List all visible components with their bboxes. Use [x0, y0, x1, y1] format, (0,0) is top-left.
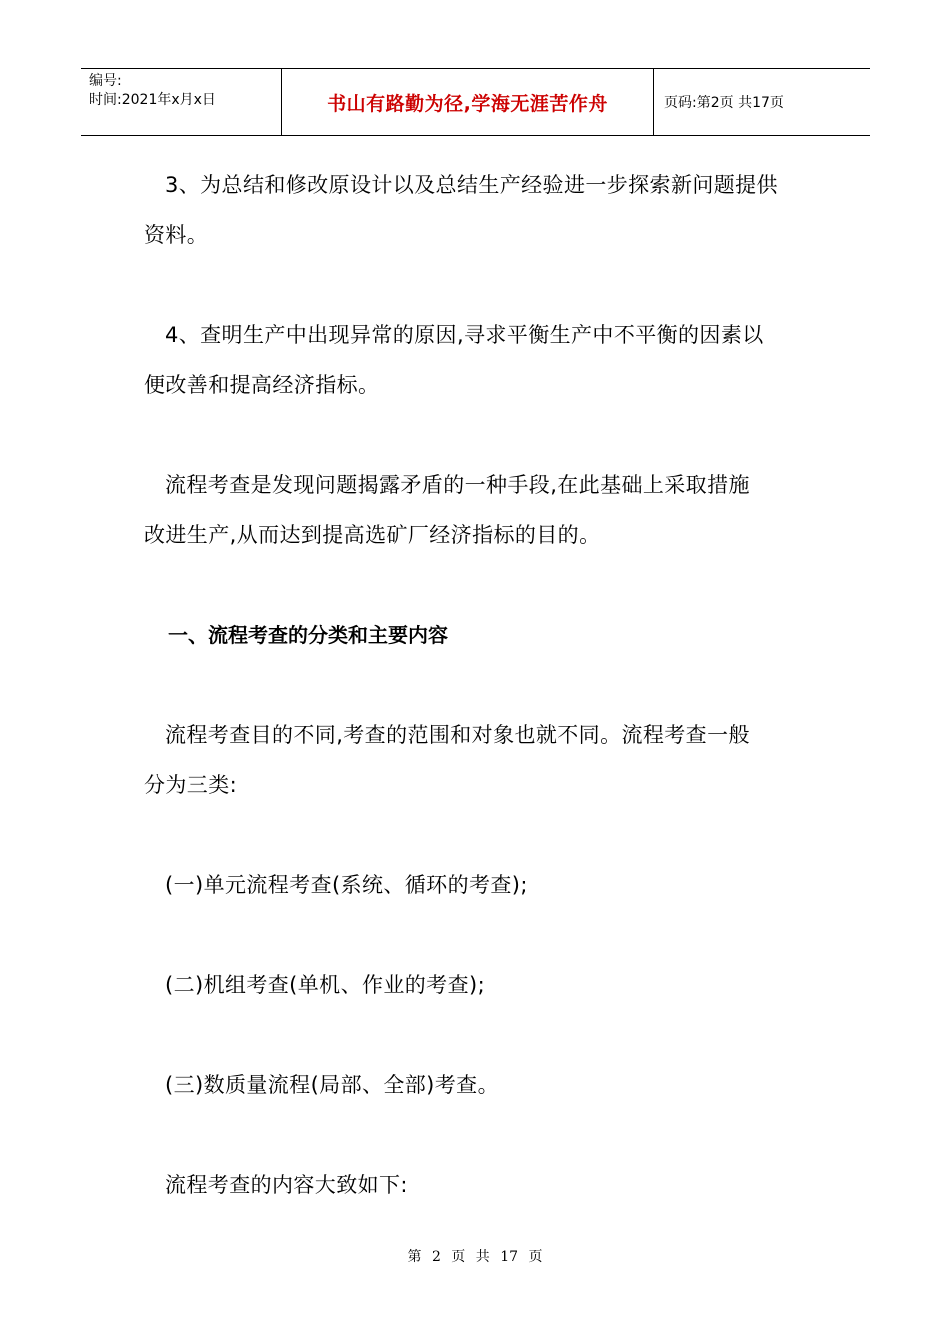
spacer — [144, 560, 808, 610]
paragraph-6-line-2: 分为三类: — [144, 773, 238, 797]
paragraph-6-line-1: 流程考查目的不同,考查的范围和对象也就不同。流程考查一般 — [165, 723, 750, 747]
header-divider-right — [653, 69, 654, 135]
header-time-label: 时间:2021年x月x日 — [89, 92, 216, 108]
paragraph-3-line-2: 资料。 — [144, 223, 209, 247]
list-item-3: (三)数质量流程(局部、全部)考查。 — [165, 1073, 499, 1097]
paragraph-5-line-2: 改进生产,从而达到提高选矿厂经济指标的目的。 — [144, 523, 601, 547]
list-item-1: (一)单元流程考查(系统、循环的考查); — [165, 873, 528, 897]
spacer — [144, 910, 808, 960]
header-motto: 书山有路勤为径,学海无涯苦作舟 — [327, 92, 608, 115]
spacer — [144, 1010, 808, 1060]
header-number-label: 编号: — [89, 73, 122, 89]
document-body — [144, 160, 808, 1210]
header-page-info: 页码:第2页 共17页 — [664, 95, 784, 111]
section-heading-1: 一、流程考查的分类和主要内容 — [168, 623, 448, 647]
spacer — [144, 660, 808, 710]
page-footer: 第 2 页 共 17 页 — [407, 1249, 543, 1265]
spacer — [144, 1110, 808, 1160]
spacer — [144, 410, 808, 460]
spacer — [144, 810, 808, 860]
list-item-2: (二)机组考查(单机、作业的考查); — [165, 973, 486, 997]
page-header — [81, 68, 870, 136]
paragraph-4-line-2: 便改善和提高经济指标。 — [144, 373, 380, 397]
paragraph-3-line-1: 3、为总结和修改原设计以及总结生产经验进一步探索新问题提供 — [165, 173, 778, 197]
paragraph-7: 流程考查的内容大致如下: — [165, 1173, 408, 1197]
spacer — [144, 260, 808, 310]
header-meta — [89, 72, 216, 110]
paragraph-4-line-1: 4、查明生产中出现异常的原因,寻求平衡生产中不平衡的因素以 — [165, 323, 764, 347]
paragraph-5-line-1: 流程考查是发现问题揭露矛盾的一种手段,在此基础上采取措施 — [165, 473, 750, 497]
